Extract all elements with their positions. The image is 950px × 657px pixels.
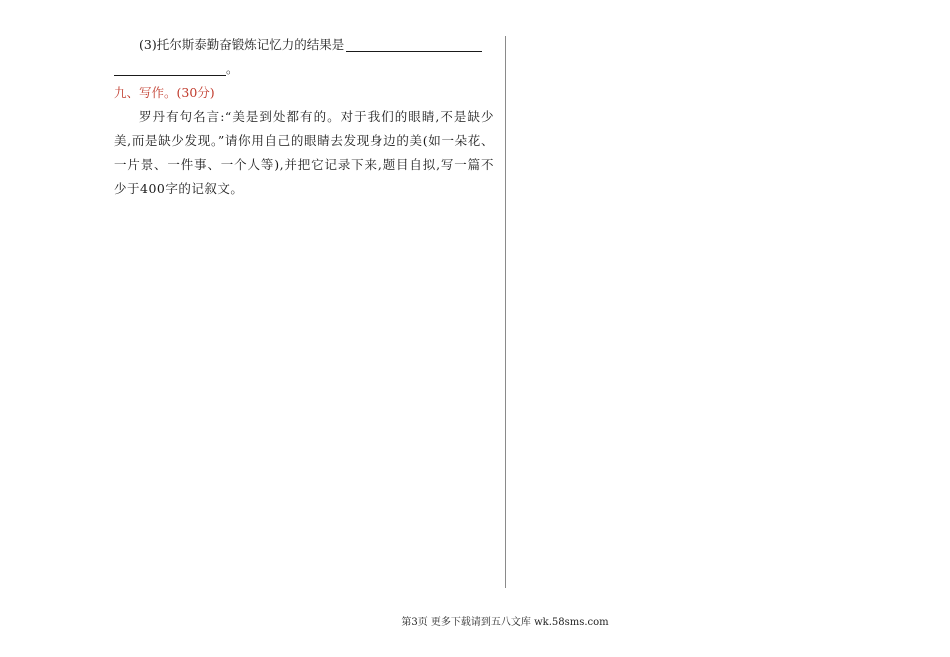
question-3-end-punct: 。 (226, 61, 239, 76)
footer-text: 第3页 更多下载请到五八文库 wk.58sms.com (401, 617, 609, 628)
question-3-text: (3)托尔斯泰勤奋锻炼记忆力的结果是 (139, 37, 345, 52)
left-column (114, 33, 494, 201)
section-9-heading: 九、写作。(30分) (114, 85, 215, 100)
question-3-continuation (114, 57, 494, 81)
question-3 (114, 33, 494, 57)
page-footer (0, 613, 950, 628)
column-divider (505, 36, 506, 588)
answer-blank-2[interactable] (114, 60, 226, 76)
answer-blank-1[interactable] (346, 36, 482, 52)
essay-prompt: 罗丹有句名言:“美是到处都有的。对于我们的眼睛,不是缺少美,而是缺少发现。”请你用自己的眼睛去发现身边的美(如一朵花、一片景、一件事、一个人等),并把它记录下来,题目自拟,写一篇不少于400字的记叙文。 (114, 109, 494, 196)
